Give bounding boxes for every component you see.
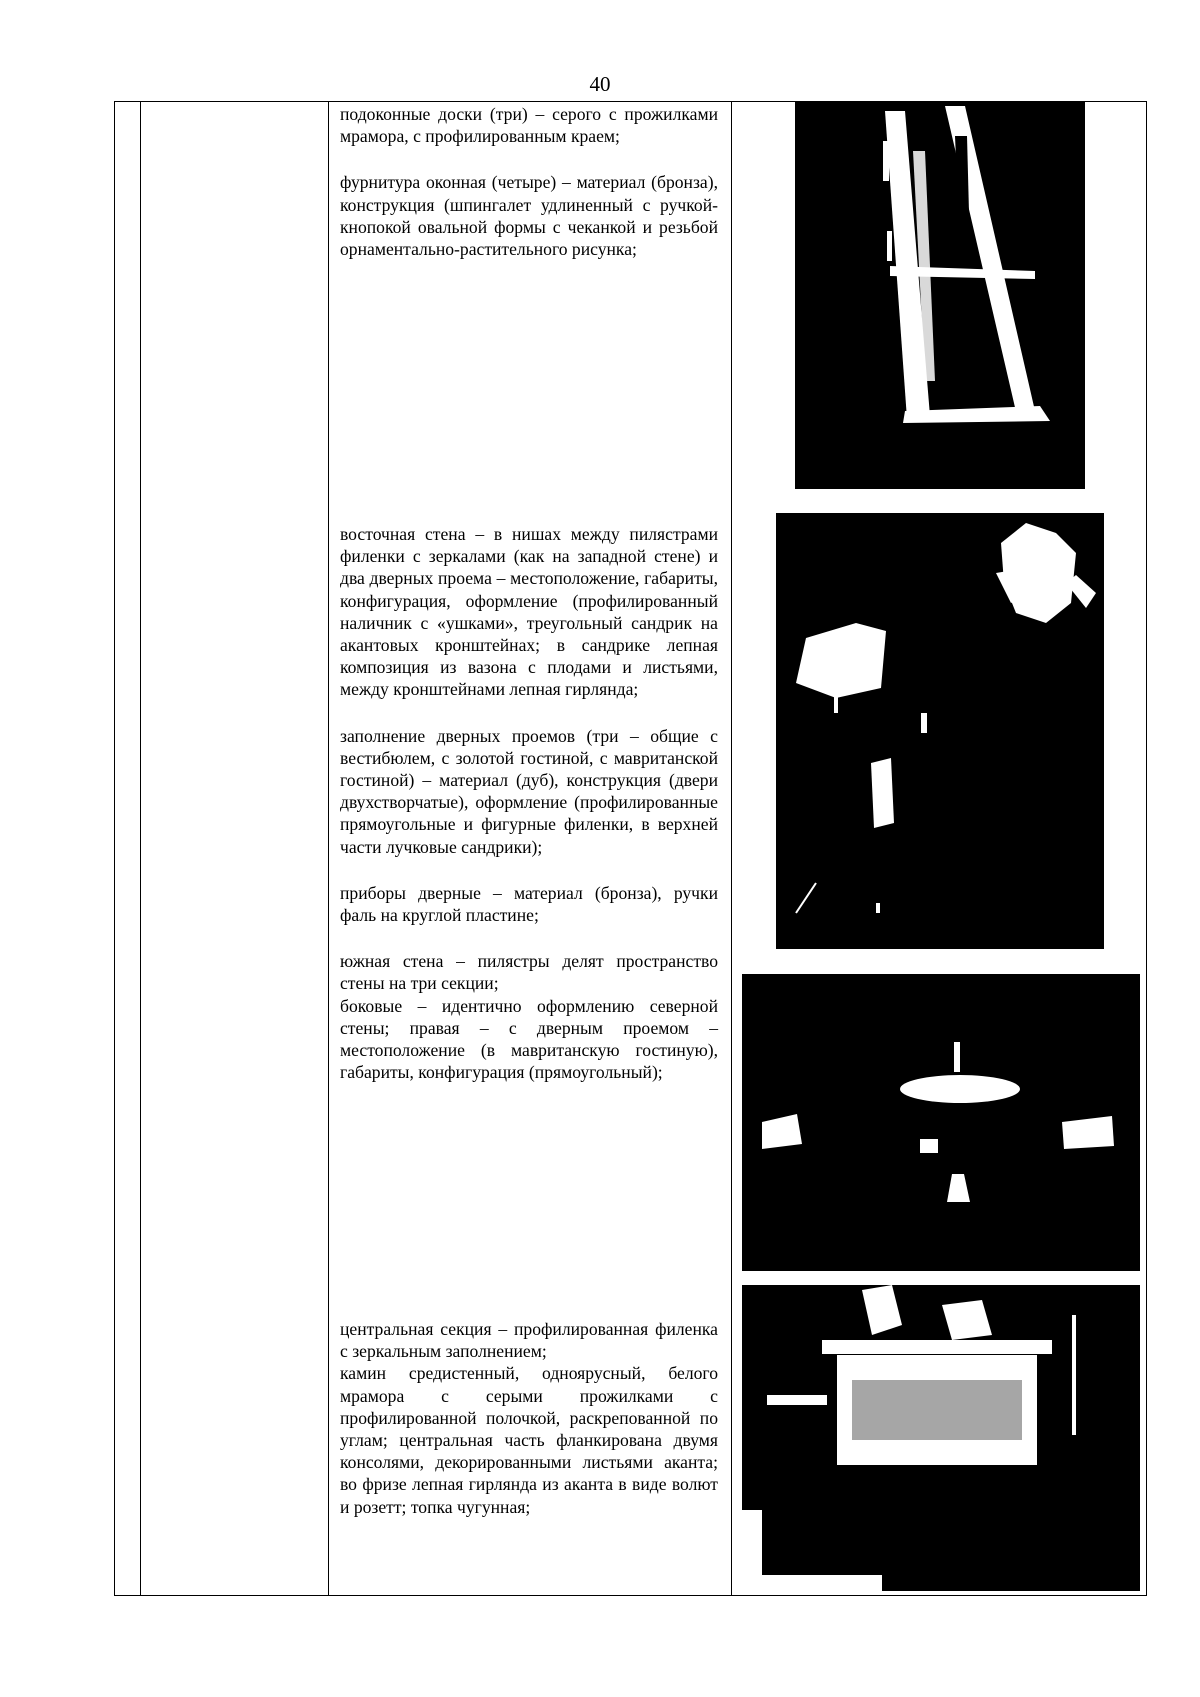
text-block-window bbox=[340, 103, 718, 260]
text-block-east-wall bbox=[340, 523, 718, 1083]
window-hardware-text: фурнитура оконная (четыре) – материал (бронза), конструкция (шпингалет удлиненный с ручкой-кнопокой овальной формы с чеканкой и резьбой орнаментально-растительного рисунка; bbox=[340, 172, 718, 260]
east-wall-text: восточная стена – в нишах между пилястрами филенки с зеркалами (как на западной стене) и два дверных проема – местоположение, габариты, конфигурация, оформление (профилированный наличник с «ушками», треугольный сандрик на акантовых кронштейнах; в сандрике лепная композиция из вазона с плодами и листьями, между кронштейнами лепная гирлянда; bbox=[340, 524, 718, 700]
column-divider-1 bbox=[140, 101, 141, 1596]
doorway-photo bbox=[776, 513, 1104, 949]
column-divider-2 bbox=[328, 101, 329, 1596]
fireplace-photo bbox=[742, 1285, 1140, 1591]
text-block-central-section bbox=[340, 1318, 718, 1518]
windowsill-text: подоконные доски (три) – серого с прожилками мрамора, с профилированным краем; bbox=[340, 104, 718, 147]
south-wall-text: южная стена – пилястры делят пространство стены на три секции; боковые – идентично оформлению северной стены; правая – с дверным проемом – местоположение (в мавританскую гостиную), габариты, конфигурация (прямоугольный); bbox=[340, 951, 718, 1083]
chandelier-photo bbox=[742, 974, 1140, 1271]
door-hardware-text: приборы дверные – материал (бронза), ручки фаль на круглой пластине; bbox=[340, 882, 718, 926]
window-photo bbox=[795, 101, 1085, 489]
central-section-text: центральная секция – профилированная филенка с зеркальным заполнением; камин средистенный, одноярусный, белого мрамора с серыми прожилками с профилированной полочкой, раскрепованной по углам; центральная часть фланкирована двумя консолями, декорированными листьями аканта; во фризе лепная гирлянда из аканта в виде волют и розетт; топка чугунная; bbox=[340, 1319, 718, 1517]
door-fill-text: заполнение дверных проемов (три – общие с вестибюлем, с золотой гостиной, с мавританской гостиной) – материал (дуб), конструкция (двери двухстворчатые), оформление (профилированные прямоугольные и фигурные филенки, в верхней части лучковые сандрики); bbox=[340, 725, 718, 857]
page-number: 40 bbox=[589, 72, 611, 96]
column-divider-3 bbox=[731, 101, 732, 1596]
